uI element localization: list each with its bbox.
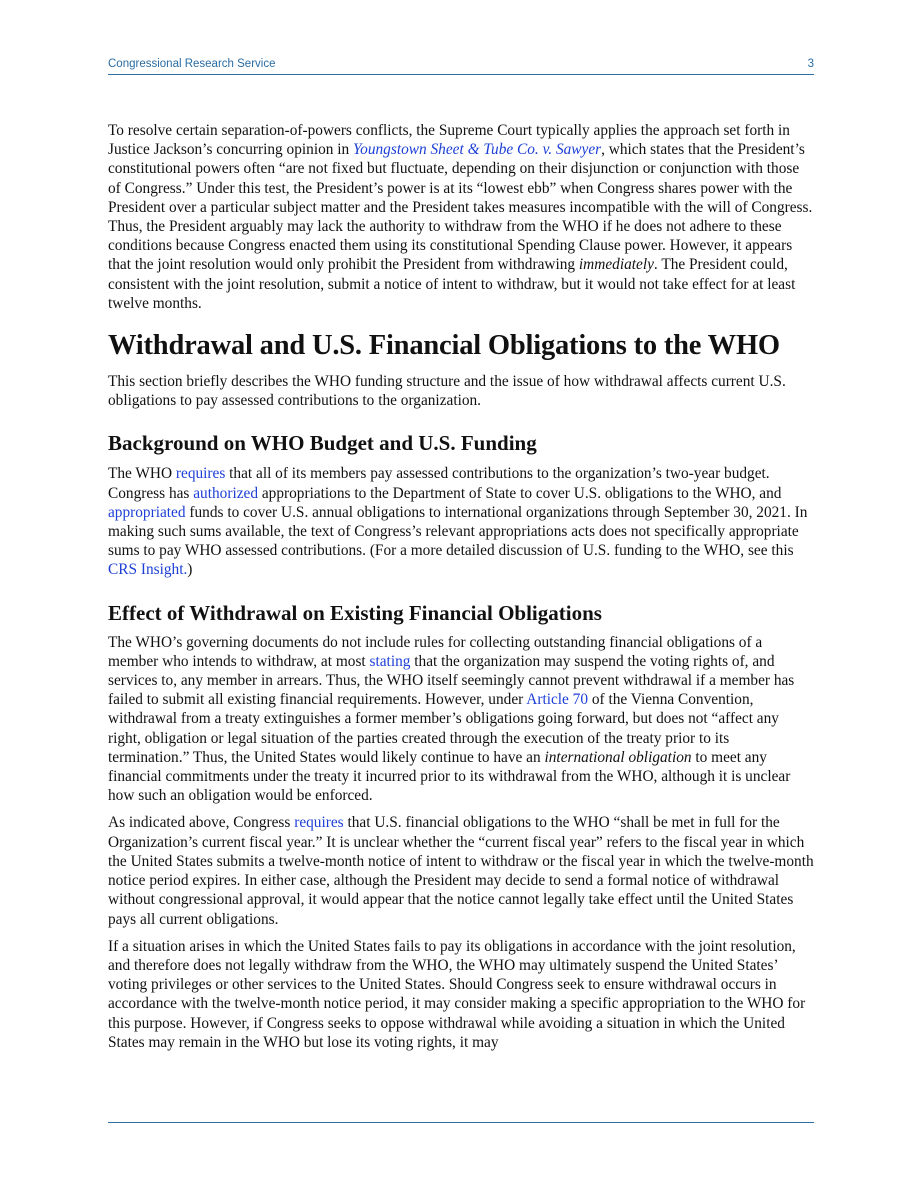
emphasis-international-obligation: international obligation <box>544 748 692 766</box>
text-run: that all of its members pay assessed contributions to the organization’s two-year budget. Congress has <box>108 465 770 502</box>
paragraph-separation-of-powers <box>108 121 814 313</box>
youngstown-case-link[interactable] <box>353 141 601 158</box>
subsection-heading-budget-funding: Background on WHO Budget and U.S. Funding <box>108 431 537 456</box>
page-header <box>108 55 814 75</box>
text-run: The WHO <box>108 465 176 483</box>
subsection-heading-effect-of-withdrawal: Effect of Withdrawal on Existing Financial Obligations <box>108 600 602 625</box>
crs-insight-link[interactable]: CRS Insight. <box>108 561 188 579</box>
case-name[interactable]: Youngstown Sheet & Tube Co. v. Sawyer <box>353 141 602 159</box>
text-run: that the organization may suspend the voting rights of, and services to, any member in arrears. Thus, the WHO itself seemingly cannot prevent withdrawal if a member has failed to submit all existing financial requirements. However, under <box>108 652 795 709</box>
text-run: To resolve certain separation-of-powers conflicts, the Supreme Court typically applies the approach set forth in Justice Jackson’s concurring opinion in <box>108 122 790 159</box>
text-run: The WHO’s governing documents do not include rules for collecting outstanding financial obligations of a member who intends to withdraw, at most <box>108 633 763 670</box>
header-organization: Congressional Research Service <box>108 58 276 70</box>
text-run: to meet any financial commitments under the treaty it incurred prior to its withdrawal from the WHO, although it is unclear how such an obligation would be enforced. <box>108 748 791 805</box>
text-run: that U.S. financial obligations to the WHO “shall be met in full for the Organization’s current fiscal year.” It is unclear whether the “current fiscal year” refers to the fiscal year in which the United States submits a twelve-month notice of intent to withdraw or the fiscal year in which the twelve-month notice period expires. In either case, although the President may decide to send a formal notice of withdrawal without congressional approval, it would appear that the notice cannot legally take effect until the United States pays all current obligations. <box>108 814 814 928</box>
section-heading-withdrawal-obligations: Withdrawal and U.S. Financial Obligations to the WHO <box>108 330 780 362</box>
text-run: of the Vienna Convention, withdrawal from a treaty extinguishes a former member’s obligations going forward, but does not “affect any right, obligation or legal situation of the parties created through the execution of the treaty prior to its termination.” Thus, the United States would likely continue to have an <box>108 691 779 766</box>
requires-link-2[interactable]: requires <box>294 814 344 832</box>
paragraph-section-intro: This section briefly describes the WHO funding structure and the issue of how withdrawal affects current U.S. obligations to pay assessed contributions to the organization. <box>108 373 786 410</box>
paragraph-governing-documents <box>108 633 814 806</box>
text-run: appropriations to the Department of State to cover U.S. obligations to the WHO, and <box>258 484 782 502</box>
footer-divider <box>108 1122 814 1123</box>
paragraph-failure-to-pay: If a situation arises in which the United States fails to pay its obligations in accordance with the joint resolution, and therefore does not legally withdraw from the WHO, the WHO may ultimately suspend the United States’ voting privileges or other services to the United States. Should Congress seek to ensure withdrawal occurs in accordance with the twelve-month notice period, it may consider making a specific appropriation to the WHO for this purpose. However, if Congress seeks to oppose withdrawal while avoiding a situation in which the United States may remain in the WHO but lose its voting rights, it may <box>108 937 806 1051</box>
text-run: . The President could, consistent with the joint resolution, submit a notice of intent to withdraw, but it would not take effect for at least twelve months. <box>108 256 796 312</box>
document-body <box>108 121 814 1052</box>
paragraph-budget-funding <box>108 464 814 579</box>
stating-link[interactable]: stating <box>369 652 411 670</box>
text-run: As indicated above, Congress <box>108 814 295 832</box>
requires-link[interactable]: requires <box>175 465 226 483</box>
paragraph-congress-requires <box>108 813 814 928</box>
article-70-link[interactable]: Article 70 <box>526 691 589 709</box>
page-number: 3 <box>807 58 814 70</box>
appropriated-link[interactable]: appropriated <box>108 503 186 521</box>
emphasis-immediately: immediately <box>578 256 654 274</box>
text-run: , which states that the President’s constitutional powers often “are not fixed but fluctuate, depending on their disjunction or conjunction with those of Congress.” Under this test, the President’s power is at its “lowest ebb” when Congress shares power with the President over a particular subject matter and the President takes measures incompatible with the will of Congress. Thus, the President arguably may lack the authority to withdraw from the WHO if he does not adhere to these conditions because Congress enacted them using its constitutional Spending Clause power. However, it appears that the joint resolution would only prohibit the President from withdrawing <box>108 141 813 274</box>
authorized-link[interactable]: authorized <box>193 484 259 502</box>
text-run: funds to cover U.S. annual obligations to international organizations through September 30, 2021. In making such sums available, the text of Congress’s relevant appropriations acts does not specifically appropriate sums to pay WHO assessed contributions. (For a more detailed discussion of U.S. funding to the WHO, see this <box>108 503 808 560</box>
text-run: ) <box>187 561 193 579</box>
